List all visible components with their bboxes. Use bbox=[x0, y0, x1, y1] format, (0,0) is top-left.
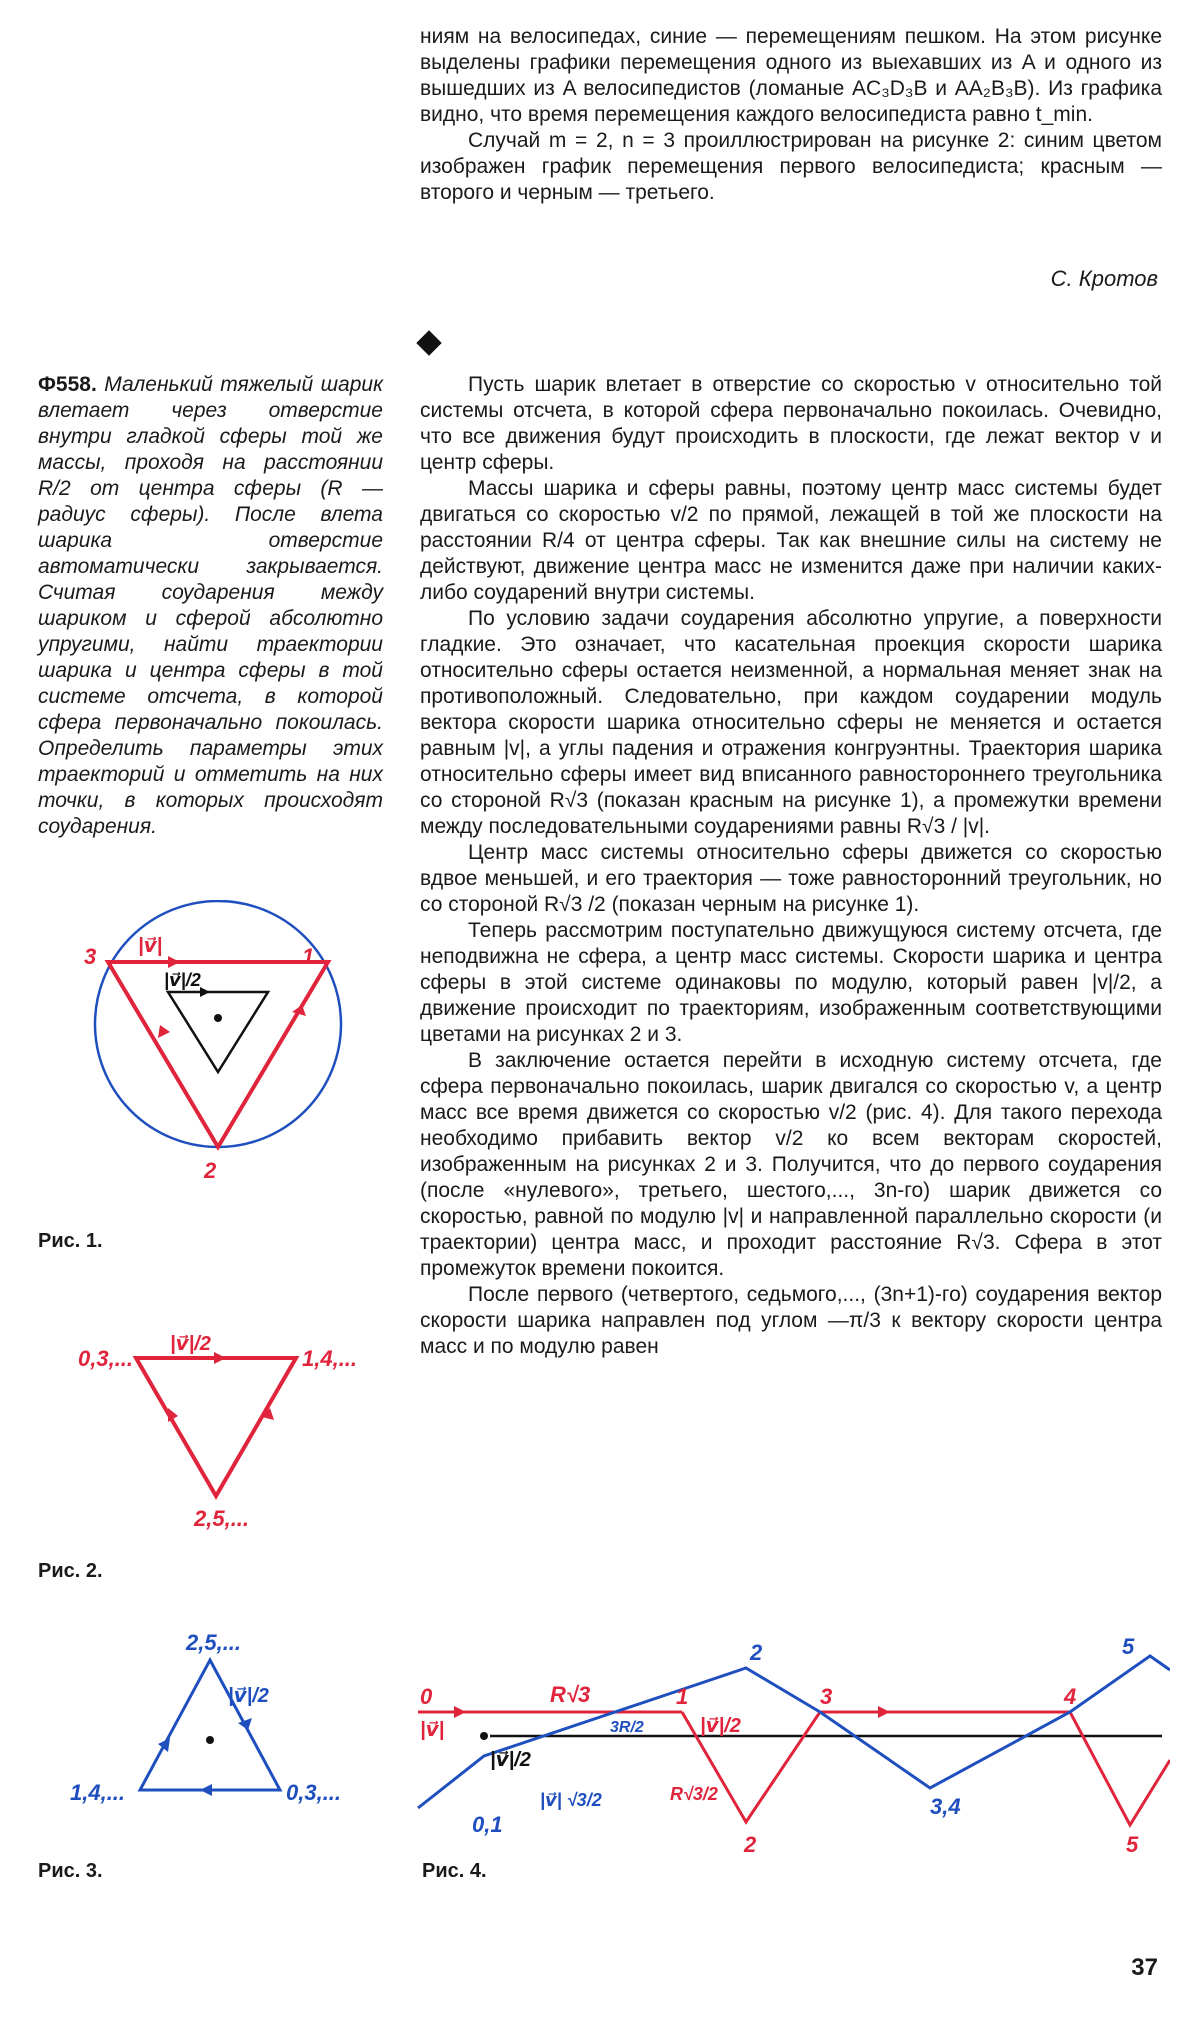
fig4-label-1: 1 bbox=[676, 1684, 689, 1709]
problem-number: Ф558. bbox=[38, 373, 97, 396]
problem-statement bbox=[38, 372, 383, 840]
fig4-label-01: 0,1 bbox=[472, 1812, 503, 1837]
figure-3 bbox=[60, 1620, 380, 1850]
sphere-circle bbox=[95, 901, 341, 1147]
solution-paragraph-7: После первого (четвертого, седьмого,..., (3n+1)-го) соударения вектор скорости шарика направлен под углом —π/3 к вектору скорости центра масс и по модулю равен bbox=[420, 1283, 1162, 1358]
fig3-label-c: 0,3,... bbox=[286, 1780, 342, 1805]
fig4-label-r32: R√3/2 bbox=[670, 1784, 718, 1804]
fig4-label-v2: |v⃗|/2 bbox=[490, 1749, 531, 1771]
fig4-label-3: 3 bbox=[820, 1684, 833, 1709]
solution-paragraph-2: Массы шарика и сферы равны, поэтому центр масс системы будет двигаться со скоростью v/2 по прямой, лежащей в той же плоскости на расстоянии R/4 от центра сферы. Так как внешние силы на систему не действуют, движение центра масс не изменится даже при наличии каких-либо соударений внутри системы. bbox=[420, 477, 1162, 604]
page-number: 37 bbox=[1131, 1954, 1158, 1981]
fig1-label-v: |v⃗| bbox=[138, 935, 163, 957]
figure-4 bbox=[410, 1620, 1170, 1860]
fig3-caption: Рис. 3. bbox=[38, 1860, 103, 1882]
fig1-label-v2: |v⃗|/2 bbox=[164, 970, 201, 990]
solution-paragraph-1: Пусть шарик влетает в отверстие со скоростью v относительно той системы отсчета, в которой сфера первоначально покоилась. Очевидно, что все движения будут происходить в плоскости, где лежат вектор v и центр сферы. bbox=[420, 373, 1162, 474]
fig4-label-r3: R√3 bbox=[550, 1682, 591, 1707]
center-of-mass-dot bbox=[206, 1736, 214, 1744]
fig3-label-v2: |v⃗|/2 bbox=[228, 1685, 269, 1707]
ball-path-zigzag bbox=[682, 1712, 1170, 1825]
fig2-label-c: 2,5,... bbox=[194, 1506, 250, 1531]
center-trajectory-triangle bbox=[168, 992, 268, 1072]
arrow-head bbox=[158, 1025, 170, 1038]
arrow-head bbox=[158, 1738, 170, 1752]
author-signature: С. Кротов bbox=[1050, 266, 1158, 291]
solution-block bbox=[420, 372, 1162, 1360]
fig4-label-v2b: |v⃗|/2 bbox=[700, 1715, 741, 1737]
solution-paragraph-6: В заключение остается перейти в исходную систему отсчета, где сфера первоначально покоилась, шарик двигался со скоростью v, а центр масс все время движется со скоростью v/2 (рис. 4). Для такого перехода необходимо прибавить вектор v/2 ко всем векторам скоростей, изображенным на рисунках 2 и 3. Получится, что до первого соударения (после «нулевого», третьего, шестого,..., 3n-го) шарик движется со скоростью, равной по модулю |v| и направленной параллельно скорости (и траектории) центра масс, и проходит расстояние R√3. Сфера в этот промежуток времени покоится. bbox=[420, 1049, 1162, 1280]
fig3-label-a: 2,5,... bbox=[186, 1630, 242, 1655]
section-diamond-icon bbox=[416, 330, 441, 355]
fig4-label-vr32: |v⃗| √3/2 bbox=[540, 1790, 602, 1810]
figure-2 bbox=[40, 1320, 380, 1540]
arrow-head bbox=[238, 1718, 252, 1730]
fig2-caption: Рис. 2. bbox=[38, 1560, 103, 1582]
fig1-label-3: 3 bbox=[84, 944, 97, 969]
fig4-label-34: 3,4 bbox=[930, 1794, 961, 1819]
fig4-label-2a: 2 bbox=[750, 1640, 763, 1665]
fig4-label-5a: 5 bbox=[1122, 1634, 1135, 1659]
sphere-center-triangle-cm-frame bbox=[140, 1660, 280, 1790]
fig4-label-5b: 5 bbox=[1126, 1832, 1139, 1857]
figure-1 bbox=[70, 900, 370, 1190]
fig4-label-4: 4 bbox=[1064, 1684, 1077, 1709]
fig4-label-2b: 2 bbox=[744, 1832, 757, 1857]
ball-triangle-cm-frame bbox=[136, 1358, 296, 1496]
sphere-center-dot bbox=[214, 1014, 222, 1022]
arrow-head bbox=[214, 1352, 226, 1364]
fig2-label-b: 1,4,... bbox=[302, 1346, 358, 1371]
arrow-head bbox=[168, 956, 180, 968]
arrow-head bbox=[200, 987, 210, 997]
solution-paragraph-3: По условию задачи соударения абсолютно упругие, а поверхности гладкие. Это означает, что касательная проекция скорости шарика относительно сферы остается неизменной, а нормальная меняет знак на противоположный. Следовательно, при каждом соударении модуль вектора скорости шарика относительно сферы не меняется и остается равным |v|, а углы падения и отражения конгруэнтны. Траектория шарика относительно сферы имеет вид вписанного равностороннего треугольника со стороной R√3 (показан красным на рисунке 1), а промежутки времени между последовательными соударениями равны R√3 / |v|. bbox=[420, 607, 1162, 838]
fig4-label-v: |v⃗| bbox=[420, 1719, 445, 1741]
fig2-label-v2: |v⃗|/2 bbox=[170, 1333, 211, 1355]
fig4-label-3r2: 3R/2 bbox=[610, 1719, 644, 1736]
arrow-head bbox=[200, 1784, 212, 1796]
top-text-block bbox=[420, 24, 1162, 206]
top-paragraph-2: Случай m = 2, n = 3 проиллюстрирован на рисунке 2: синим цветом изображен график перемещения первого велосипедиста; красным — второго и черным — третьего. bbox=[420, 129, 1162, 204]
problem-text: Маленький тяжелый шарик влетает через отверстие внутри гладкой сферы той же массы, проходя на расстоянии R/2 от центра сферы (R — радиус сферы). После влета шарика отверстие автоматически закрывается. Считая соударения между шариком и сферой абсолютно упругими, найти траектории шарика и центра сферы в той системе отсчета, в которой сфера первоначально покоилась. Определить параметры этих траекторий и отметить на них точки, в которых происходят соударения. bbox=[38, 373, 383, 838]
arrow-head bbox=[878, 1706, 890, 1718]
fig1-label-2: 2 bbox=[204, 1158, 217, 1183]
arrow-head bbox=[454, 1706, 466, 1718]
fig4-caption: Рис. 4. bbox=[422, 1860, 487, 1882]
sphere-path-zigzag bbox=[418, 1656, 1170, 1808]
fig3-label-b: 1,4,... bbox=[70, 1780, 126, 1805]
top-paragraph-1: ниям на велосипедах, синие — перемещениям пешком. На этом рисунке выделены графики перемещения одного из выехавших из A и одного из вышедших из A велосипедистов (ломаные AC₃D₃B и AA₂B₃B). Из графика видно, что время перемещения каждого велосипедиста равно t_min. bbox=[420, 25, 1162, 126]
fig1-label-1: 1 bbox=[302, 944, 315, 969]
fig1-caption: Рис. 1. bbox=[38, 1230, 103, 1252]
fig2-label-a: 0,3,... bbox=[78, 1346, 134, 1371]
fig4-label-0: 0 bbox=[420, 1684, 433, 1709]
cm-start-dot bbox=[480, 1732, 488, 1740]
solution-paragraph-5: Теперь рассмотрим поступательно движущуюся систему отсчета, где неподвижна не сфера, а центр масс системы. Скорости шарика и центра сферы в этой системе одинаковы по модулю, который равен |v|/2, а движение происходит по траекториям, изображенным соответствующими цветами на рисунках 2 и 3. bbox=[420, 919, 1162, 1046]
solution-paragraph-4: Центр масс системы относительно сферы движется со скоростью вдвое меньшей, и его траектория — тоже равносторонний треугольник, но со стороной R√3 /2 (показан черным на рисунке 1). bbox=[420, 841, 1162, 916]
